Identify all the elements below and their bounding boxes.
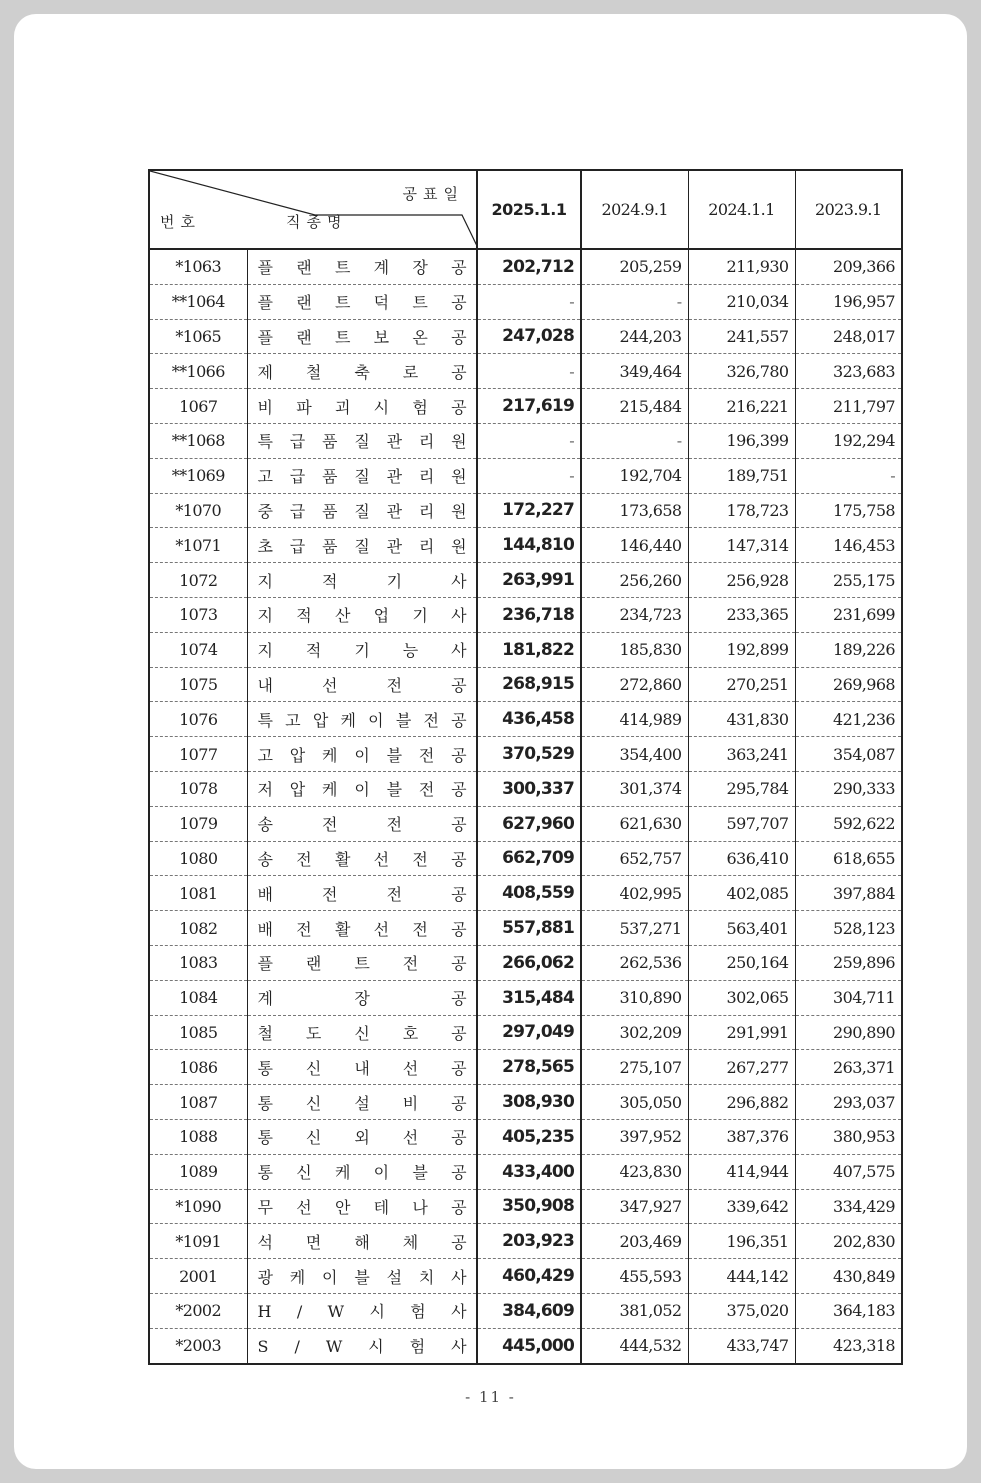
job-name: 철 도 신 호 공 <box>247 1015 477 1050</box>
table-row <box>149 771 902 806</box>
wage-2024-9-1: 347,927 <box>581 1189 688 1224</box>
header-date-2023-9-1: 2023.9.1 <box>795 170 902 249</box>
job-number: **1069 <box>149 458 247 493</box>
wage-2024-1-1: 402,085 <box>688 876 795 911</box>
wage-2023-9-1: 263,371 <box>795 1050 902 1085</box>
job-number: 1088 <box>149 1119 247 1154</box>
wage-2024-9-1: 310,890 <box>581 980 688 1015</box>
wage-2024-9-1: 349,464 <box>581 354 688 389</box>
diagonal-header-cell <box>149 170 477 249</box>
wage-2024-9-1: 205,259 <box>581 249 688 284</box>
job-number: 1081 <box>149 876 247 911</box>
wage-2024-9-1: 203,469 <box>581 1224 688 1259</box>
document-page <box>14 14 967 1469</box>
wage-2023-9-1: 323,683 <box>795 354 902 389</box>
wage-2024-1-1: 210,034 <box>688 284 795 319</box>
wage-2023-9-1: 248,017 <box>795 319 902 354</box>
wage-2023-9-1: 192,294 <box>795 423 902 458</box>
wage-2024-9-1: 272,860 <box>581 667 688 702</box>
wage-2024-1-1: 147,314 <box>688 528 795 563</box>
wage-table <box>148 169 903 1365</box>
wage-2024-1-1: 178,723 <box>688 493 795 528</box>
job-number: **1068 <box>149 423 247 458</box>
wage-2024-1-1: 250,164 <box>688 945 795 980</box>
job-name: S / W 시 험 사 <box>247 1328 477 1363</box>
job-name: 송 전 전 공 <box>247 806 477 841</box>
table-row <box>149 354 902 389</box>
wage-2024-9-1: 652,757 <box>581 841 688 876</box>
job-name: 고 압 케 이 블 전 공 <box>247 737 477 772</box>
job-number: 1083 <box>149 945 247 980</box>
job-name: 송 전 활 선 전 공 <box>247 841 477 876</box>
wage-2024-9-1: 173,658 <box>581 493 688 528</box>
wage-2025-1-1: 268,915 <box>477 667 581 702</box>
table-row <box>149 389 902 424</box>
wage-2025-1-1: 433,400 <box>477 1154 581 1189</box>
wage-2024-1-1: 431,830 <box>688 702 795 737</box>
wage-2024-1-1: 241,557 <box>688 319 795 354</box>
header-number-label: 번호 <box>160 213 201 231</box>
wage-2025-1-1: 627,960 <box>477 806 581 841</box>
job-name: 특 고 압 케 이 블 전 공 <box>247 702 477 737</box>
job-name: H / W 시 험 사 <box>247 1293 477 1328</box>
job-name: 초 급 품 질 관 리 원 <box>247 528 477 563</box>
wage-2025-1-1: - <box>477 284 581 319</box>
wage-2024-9-1: 234,723 <box>581 597 688 632</box>
table-row <box>149 1119 902 1154</box>
table-row <box>149 876 902 911</box>
wage-2025-1-1: 557,881 <box>477 911 581 946</box>
wage-2024-1-1: 295,784 <box>688 771 795 806</box>
wage-2025-1-1: - <box>477 458 581 493</box>
wage-2025-1-1: 202,712 <box>477 249 581 284</box>
table-row <box>149 702 902 737</box>
wage-2025-1-1: - <box>477 354 581 389</box>
header-date-2025-1-1: 2025.1.1 <box>477 170 581 249</box>
wage-2025-1-1: 263,991 <box>477 563 581 598</box>
wage-2023-9-1: 255,175 <box>795 563 902 598</box>
wage-2024-9-1: 455,593 <box>581 1259 688 1294</box>
wage-2023-9-1: 231,699 <box>795 597 902 632</box>
job-name: 광 케 이 블 설 치 사 <box>247 1259 477 1294</box>
table-row <box>149 249 902 284</box>
table-row <box>149 632 902 667</box>
wage-2023-9-1: 592,622 <box>795 806 902 841</box>
wage-2023-9-1: 304,711 <box>795 980 902 1015</box>
header-announcement-label: 공표일 <box>402 185 464 203</box>
wage-2023-9-1: 397,884 <box>795 876 902 911</box>
wage-2024-1-1: 233,365 <box>688 597 795 632</box>
wage-2024-1-1: 597,707 <box>688 806 795 841</box>
wage-2023-9-1: 354,087 <box>795 737 902 772</box>
job-number: 1086 <box>149 1050 247 1085</box>
job-name: 플 랜 트 보 온 공 <box>247 319 477 354</box>
page-number: - 11 - <box>465 1388 516 1406</box>
wage-2023-9-1: 259,896 <box>795 945 902 980</box>
job-name: 배 전 전 공 <box>247 876 477 911</box>
wage-2025-1-1: 181,822 <box>477 632 581 667</box>
wage-2024-9-1: 423,830 <box>581 1154 688 1189</box>
wage-2024-9-1: 397,952 <box>581 1119 688 1154</box>
table-row <box>149 945 902 980</box>
job-name: 통 신 설 비 공 <box>247 1085 477 1120</box>
table-row <box>149 1085 902 1120</box>
job-number: **1066 <box>149 354 247 389</box>
job-name: 제 철 축 로 공 <box>247 354 477 389</box>
job-name: 무 선 안 테 나 공 <box>247 1189 477 1224</box>
wage-2025-1-1: 460,429 <box>477 1259 581 1294</box>
wage-2025-1-1: 308,930 <box>477 1085 581 1120</box>
wage-2023-9-1: 146,453 <box>795 528 902 563</box>
job-name: 석 면 해 체 공 <box>247 1224 477 1259</box>
wage-2023-9-1: - <box>795 458 902 493</box>
wage-2024-1-1: 363,241 <box>688 737 795 772</box>
wage-2024-1-1: 563,401 <box>688 911 795 946</box>
wage-2024-1-1: 267,277 <box>688 1050 795 1085</box>
job-number: 1074 <box>149 632 247 667</box>
wage-2025-1-1: 436,458 <box>477 702 581 737</box>
wage-2023-9-1: 290,890 <box>795 1015 902 1050</box>
wage-2025-1-1: 203,923 <box>477 1224 581 1259</box>
table-row <box>149 980 902 1015</box>
wage-2025-1-1: 350,908 <box>477 1189 581 1224</box>
wage-2025-1-1: 370,529 <box>477 737 581 772</box>
table-header-row <box>149 170 902 249</box>
job-number: 1078 <box>149 771 247 806</box>
wage-2024-9-1: 354,400 <box>581 737 688 772</box>
wage-2023-9-1: 209,366 <box>795 249 902 284</box>
wage-2025-1-1: 217,619 <box>477 389 581 424</box>
wage-2024-1-1: 192,899 <box>688 632 795 667</box>
table-row <box>149 806 902 841</box>
wage-2024-9-1: 215,484 <box>581 389 688 424</box>
wage-2023-9-1: 196,957 <box>795 284 902 319</box>
job-name: 지 적 기 사 <box>247 563 477 598</box>
wage-2024-9-1: 537,271 <box>581 911 688 946</box>
job-name: 저 압 케 이 블 전 공 <box>247 771 477 806</box>
table-row <box>149 1293 902 1328</box>
wage-2024-9-1: 414,989 <box>581 702 688 737</box>
job-number: *2003 <box>149 1328 247 1363</box>
job-name: 고 급 품 질 관 리 원 <box>247 458 477 493</box>
wage-2024-1-1: 326,780 <box>688 354 795 389</box>
job-name: 비 파 괴 시 험 공 <box>247 389 477 424</box>
table-row <box>149 423 902 458</box>
wage-2025-1-1: 300,337 <box>477 771 581 806</box>
job-number: 1085 <box>149 1015 247 1050</box>
wage-2025-1-1: 297,049 <box>477 1015 581 1050</box>
job-number: *1063 <box>149 249 247 284</box>
wage-2025-1-1: 408,559 <box>477 876 581 911</box>
table-row <box>149 1189 902 1224</box>
table-row <box>149 458 902 493</box>
wage-2024-9-1: 381,052 <box>581 1293 688 1328</box>
wage-2024-1-1: 414,944 <box>688 1154 795 1189</box>
wage-2024-1-1: 339,642 <box>688 1189 795 1224</box>
wage-2025-1-1: 144,810 <box>477 528 581 563</box>
job-name: 플 랜 트 계 장 공 <box>247 249 477 284</box>
table-row <box>149 841 902 876</box>
job-number: 1077 <box>149 737 247 772</box>
job-number: 1079 <box>149 806 247 841</box>
wage-2023-9-1: 202,830 <box>795 1224 902 1259</box>
job-number: **1064 <box>149 284 247 319</box>
wage-2025-1-1: 384,609 <box>477 1293 581 1328</box>
wage-2024-1-1: 387,376 <box>688 1119 795 1154</box>
wage-2023-9-1: 421,236 <box>795 702 902 737</box>
wage-2023-9-1: 364,183 <box>795 1293 902 1328</box>
table-row <box>149 284 902 319</box>
job-number: 1075 <box>149 667 247 702</box>
table-row <box>149 319 902 354</box>
table-row <box>149 1328 902 1363</box>
wage-2023-9-1: 293,037 <box>795 1085 902 1120</box>
wage-2023-9-1: 430,849 <box>795 1259 902 1294</box>
job-name: 플 랜 트 덕 트 공 <box>247 284 477 319</box>
wage-2024-1-1: 375,020 <box>688 1293 795 1328</box>
wage-2025-1-1: 445,000 <box>477 1328 581 1363</box>
wage-2024-1-1: 211,930 <box>688 249 795 284</box>
job-name: 통 신 내 선 공 <box>247 1050 477 1085</box>
wage-2024-1-1: 636,410 <box>688 841 795 876</box>
wage-2024-1-1: 216,221 <box>688 389 795 424</box>
job-number: 1073 <box>149 597 247 632</box>
wage-2023-9-1: 618,655 <box>795 841 902 876</box>
job-number: 1067 <box>149 389 247 424</box>
wage-2025-1-1: 236,718 <box>477 597 581 632</box>
table-row <box>149 1015 902 1050</box>
job-name: 내 선 전 공 <box>247 667 477 702</box>
wage-2024-9-1: 256,260 <box>581 563 688 598</box>
wage-2024-1-1: 433,747 <box>688 1328 795 1363</box>
wage-2025-1-1: 315,484 <box>477 980 581 1015</box>
job-name: 특 급 품 질 관 리 원 <box>247 423 477 458</box>
wage-2024-1-1: 189,751 <box>688 458 795 493</box>
wage-2024-9-1: 244,203 <box>581 319 688 354</box>
table-row <box>149 911 902 946</box>
job-number: 2001 <box>149 1259 247 1294</box>
job-number: 1084 <box>149 980 247 1015</box>
wage-2024-1-1: 196,399 <box>688 423 795 458</box>
wage-2023-9-1: 175,758 <box>795 493 902 528</box>
job-name: 중 급 품 질 관 리 원 <box>247 493 477 528</box>
wage-2024-9-1: 402,995 <box>581 876 688 911</box>
job-number: *1070 <box>149 493 247 528</box>
wage-2024-1-1: 296,882 <box>688 1085 795 1120</box>
job-number: 1076 <box>149 702 247 737</box>
wage-2024-1-1: 302,065 <box>688 980 795 1015</box>
table-row <box>149 737 902 772</box>
wage-2024-9-1: 192,704 <box>581 458 688 493</box>
wage-2024-9-1: 621,630 <box>581 806 688 841</box>
wage-2023-9-1: 269,968 <box>795 667 902 702</box>
job-name: 통 신 외 선 공 <box>247 1119 477 1154</box>
job-number: *1090 <box>149 1189 247 1224</box>
job-name: 플 랜 트 전 공 <box>247 945 477 980</box>
header-date-2024-9-1: 2024.9.1 <box>581 170 688 249</box>
wage-2024-9-1: 305,050 <box>581 1085 688 1120</box>
wage-2024-9-1: 185,830 <box>581 632 688 667</box>
wage-2024-9-1: 444,532 <box>581 1328 688 1363</box>
job-number: *1071 <box>149 528 247 563</box>
wage-2024-9-1: - <box>581 423 688 458</box>
table-row <box>149 597 902 632</box>
job-name: 배 전 활 선 전 공 <box>247 911 477 946</box>
wage-2025-1-1: 266,062 <box>477 945 581 980</box>
table-row <box>149 1259 902 1294</box>
job-name: 지 적 기 능 사 <box>247 632 477 667</box>
wage-2023-9-1: 189,226 <box>795 632 902 667</box>
table-row <box>149 1224 902 1259</box>
job-number: 1082 <box>149 911 247 946</box>
wage-2025-1-1: 278,565 <box>477 1050 581 1085</box>
wage-2025-1-1: - <box>477 423 581 458</box>
job-number: 1080 <box>149 841 247 876</box>
job-number: 1087 <box>149 1085 247 1120</box>
table-row <box>149 667 902 702</box>
wage-2024-1-1: 256,928 <box>688 563 795 598</box>
header-date-2024-1-1: 2024.1.1 <box>688 170 795 249</box>
table-row <box>149 1154 902 1189</box>
wage-2023-9-1: 334,429 <box>795 1189 902 1224</box>
table-row <box>149 1050 902 1085</box>
job-name: 지 적 산 업 기 사 <box>247 597 477 632</box>
wage-2024-9-1: 275,107 <box>581 1050 688 1085</box>
wage-2023-9-1: 528,123 <box>795 911 902 946</box>
wage-2025-1-1: 172,227 <box>477 493 581 528</box>
wage-2024-9-1: 146,440 <box>581 528 688 563</box>
table-row <box>149 493 902 528</box>
wage-2023-9-1: 423,318 <box>795 1328 902 1363</box>
wage-2025-1-1: 247,028 <box>477 319 581 354</box>
wage-2024-1-1: 270,251 <box>688 667 795 702</box>
wage-2024-1-1: 444,142 <box>688 1259 795 1294</box>
job-name: 통 신 케 이 블 공 <box>247 1154 477 1189</box>
table-row <box>149 563 902 598</box>
job-number: *1065 <box>149 319 247 354</box>
wage-2023-9-1: 211,797 <box>795 389 902 424</box>
wage-2024-9-1: 262,536 <box>581 945 688 980</box>
job-number: *1091 <box>149 1224 247 1259</box>
job-name: 계 장 공 <box>247 980 477 1015</box>
job-number: 1072 <box>149 563 247 598</box>
job-number: 1089 <box>149 1154 247 1189</box>
wage-2024-1-1: 196,351 <box>688 1224 795 1259</box>
wage-2024-9-1: 302,209 <box>581 1015 688 1050</box>
wage-2024-1-1: 291,991 <box>688 1015 795 1050</box>
job-number: *2002 <box>149 1293 247 1328</box>
wage-2023-9-1: 407,575 <box>795 1154 902 1189</box>
header-job-name-label: 직종명 <box>286 213 348 231</box>
wage-2024-9-1: 301,374 <box>581 771 688 806</box>
wage-2024-9-1: - <box>581 284 688 319</box>
table-row <box>149 528 902 563</box>
wage-2023-9-1: 290,333 <box>795 771 902 806</box>
wage-2025-1-1: 405,235 <box>477 1119 581 1154</box>
wage-2023-9-1: 380,953 <box>795 1119 902 1154</box>
wage-2025-1-1: 662,709 <box>477 841 581 876</box>
